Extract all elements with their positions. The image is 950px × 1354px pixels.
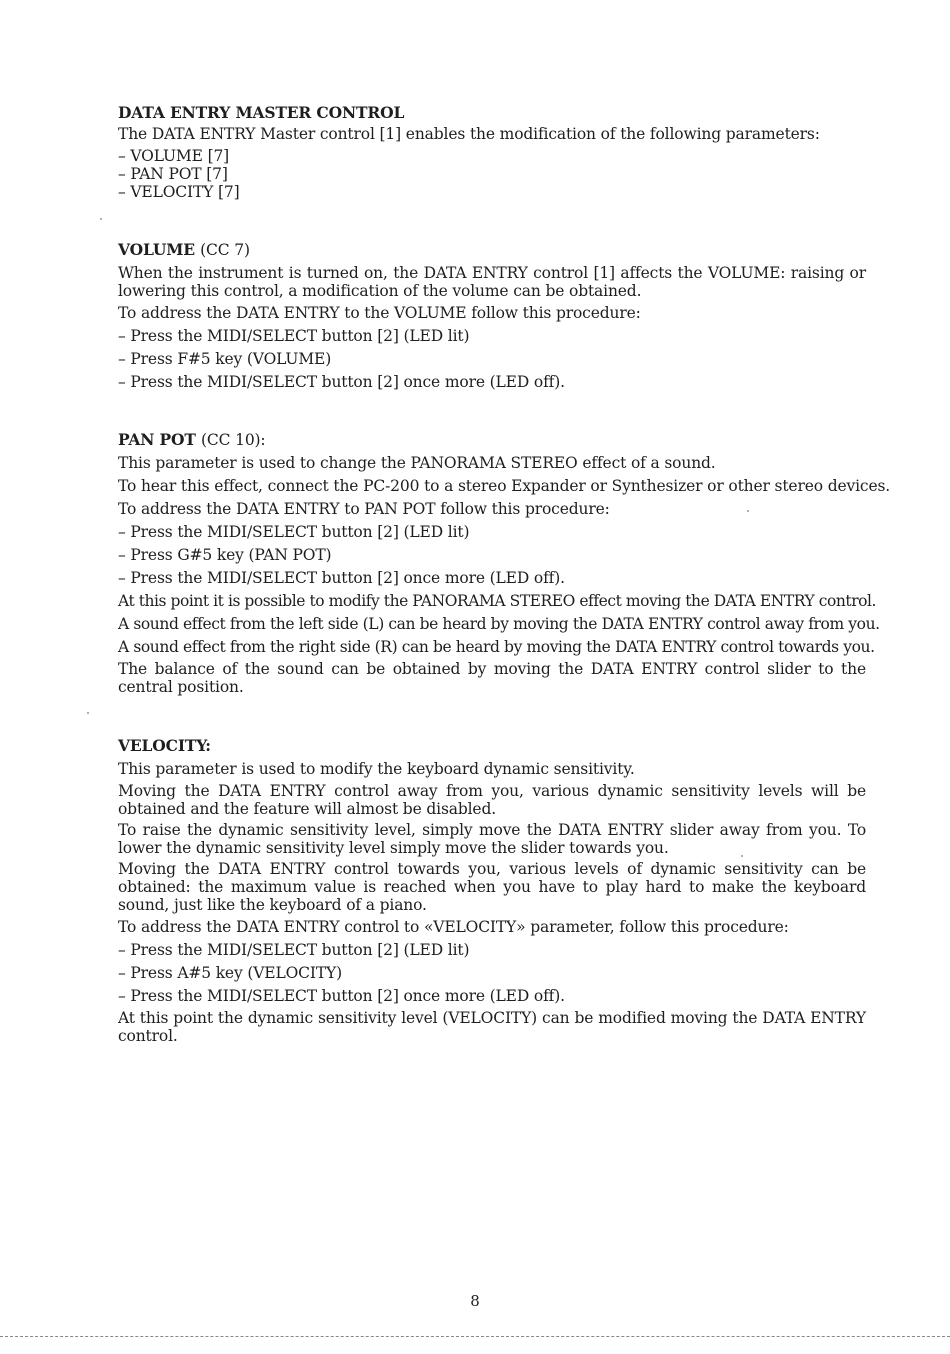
list-item: – VELOCITY [7] <box>118 183 240 201</box>
paragraph: This parameter is used to modify the keyboard dynamic sensitivity. <box>118 760 635 778</box>
page-number: 8 <box>470 1292 480 1310</box>
list-item: – Press the MIDI/SELECT button [2] (LED lit) <box>118 523 470 541</box>
section-title: VELOCITY: <box>118 736 211 755</box>
paragraph: Moving the DATA ENTRY control towards you, various levels of dynamic sensitivity can be obtained: the maximum value is reached when you have to play hard to make the keyboard sound, just like the keyboard of a piano. <box>118 860 866 914</box>
paragraph: At this point it is possible to modify the PANORAMA STEREO effect moving the DATA ENTRY control. <box>118 592 877 610</box>
list-item: – Press F#5 key (VOLUME) <box>118 350 332 368</box>
paragraph: To raise the dynamic sensitivity level, simply move the DATA ENTRY slider away from you. To lower the dynamic sensitivity level simply move the slider towards you. <box>118 821 866 857</box>
section-master <box>118 103 866 202</box>
list-item: – Press the MIDI/SELECT button [2] once more (LED off). <box>118 987 565 1005</box>
list-item: – Press the MIDI/SELECT button [2] once more (LED off). <box>118 373 565 391</box>
paragraph: This parameter is used to change the PANORAMA STEREO effect of a sound. <box>118 454 716 472</box>
paragraph: To address the DATA ENTRY to the VOLUME follow this procedure: <box>118 304 641 322</box>
paragraph: To address the DATA ENTRY to PAN POT follow this procedure: <box>118 500 610 518</box>
section-title: VOLUME (CC 7) <box>118 240 250 259</box>
list-item: – Press the MIDI/SELECT button [2] (LED lit) <box>118 327 470 345</box>
paragraph: To address the DATA ENTRY control to «VELOCITY» parameter, follow this procedure: <box>118 918 789 936</box>
scan-speck <box>747 510 749 512</box>
paragraph: A sound effect from the left side (L) can be heard by moving the DATA ENTRY control away from you. <box>118 615 880 633</box>
section-volume <box>118 240 866 392</box>
paragraph: A sound effect from the right side (R) can be heard by moving the DATA ENTRY control towards you. <box>118 638 875 656</box>
paragraph: The DATA ENTRY Master control [1] enables the modification of the following parameters: <box>118 125 820 143</box>
paragraph: The balance of the sound can be obtained by moving the DATA ENTRY control slider to the central position. <box>118 660 866 696</box>
list-item: – Press the MIDI/SELECT button [2] once more (LED off). <box>118 569 565 587</box>
list-item: – Press the MIDI/SELECT button [2] (LED lit) <box>118 941 470 959</box>
section-panpot <box>118 430 891 696</box>
scan-speck <box>100 218 102 220</box>
section-title: PAN POT (CC 10): <box>118 430 266 449</box>
list-item: – Press A#5 key (VELOCITY) <box>118 964 342 982</box>
section-title: DATA ENTRY MASTER CONTROL <box>118 103 405 122</box>
section-velocity <box>118 736 866 1045</box>
list-item: – Press G#5 key (PAN POT) <box>118 546 332 564</box>
bottom-rule <box>0 1336 950 1337</box>
scan-speck <box>87 712 89 714</box>
paragraph: Moving the DATA ENTRY control away from you, various dynamic sensitivity levels will be obtained and the feature will almost be disabled. <box>118 782 866 818</box>
list-item: – VOLUME [7] <box>118 147 230 165</box>
scan-speck <box>741 855 743 857</box>
paragraph: At this point the dynamic sensitivity level (VELOCITY) can be modified moving the DATA ENTRY control. <box>118 1009 866 1045</box>
list-item: – PAN POT [7] <box>118 165 228 183</box>
paragraph: To hear this effect, connect the PC-200 to a stereo Expander or Synthesizer or other stereo devices. <box>118 477 891 495</box>
paragraph: When the instrument is turned on, the DATA ENTRY control [1] affects the VOLUME: raising or lowering this control, a modification of the volume can be obtained. <box>118 264 866 300</box>
